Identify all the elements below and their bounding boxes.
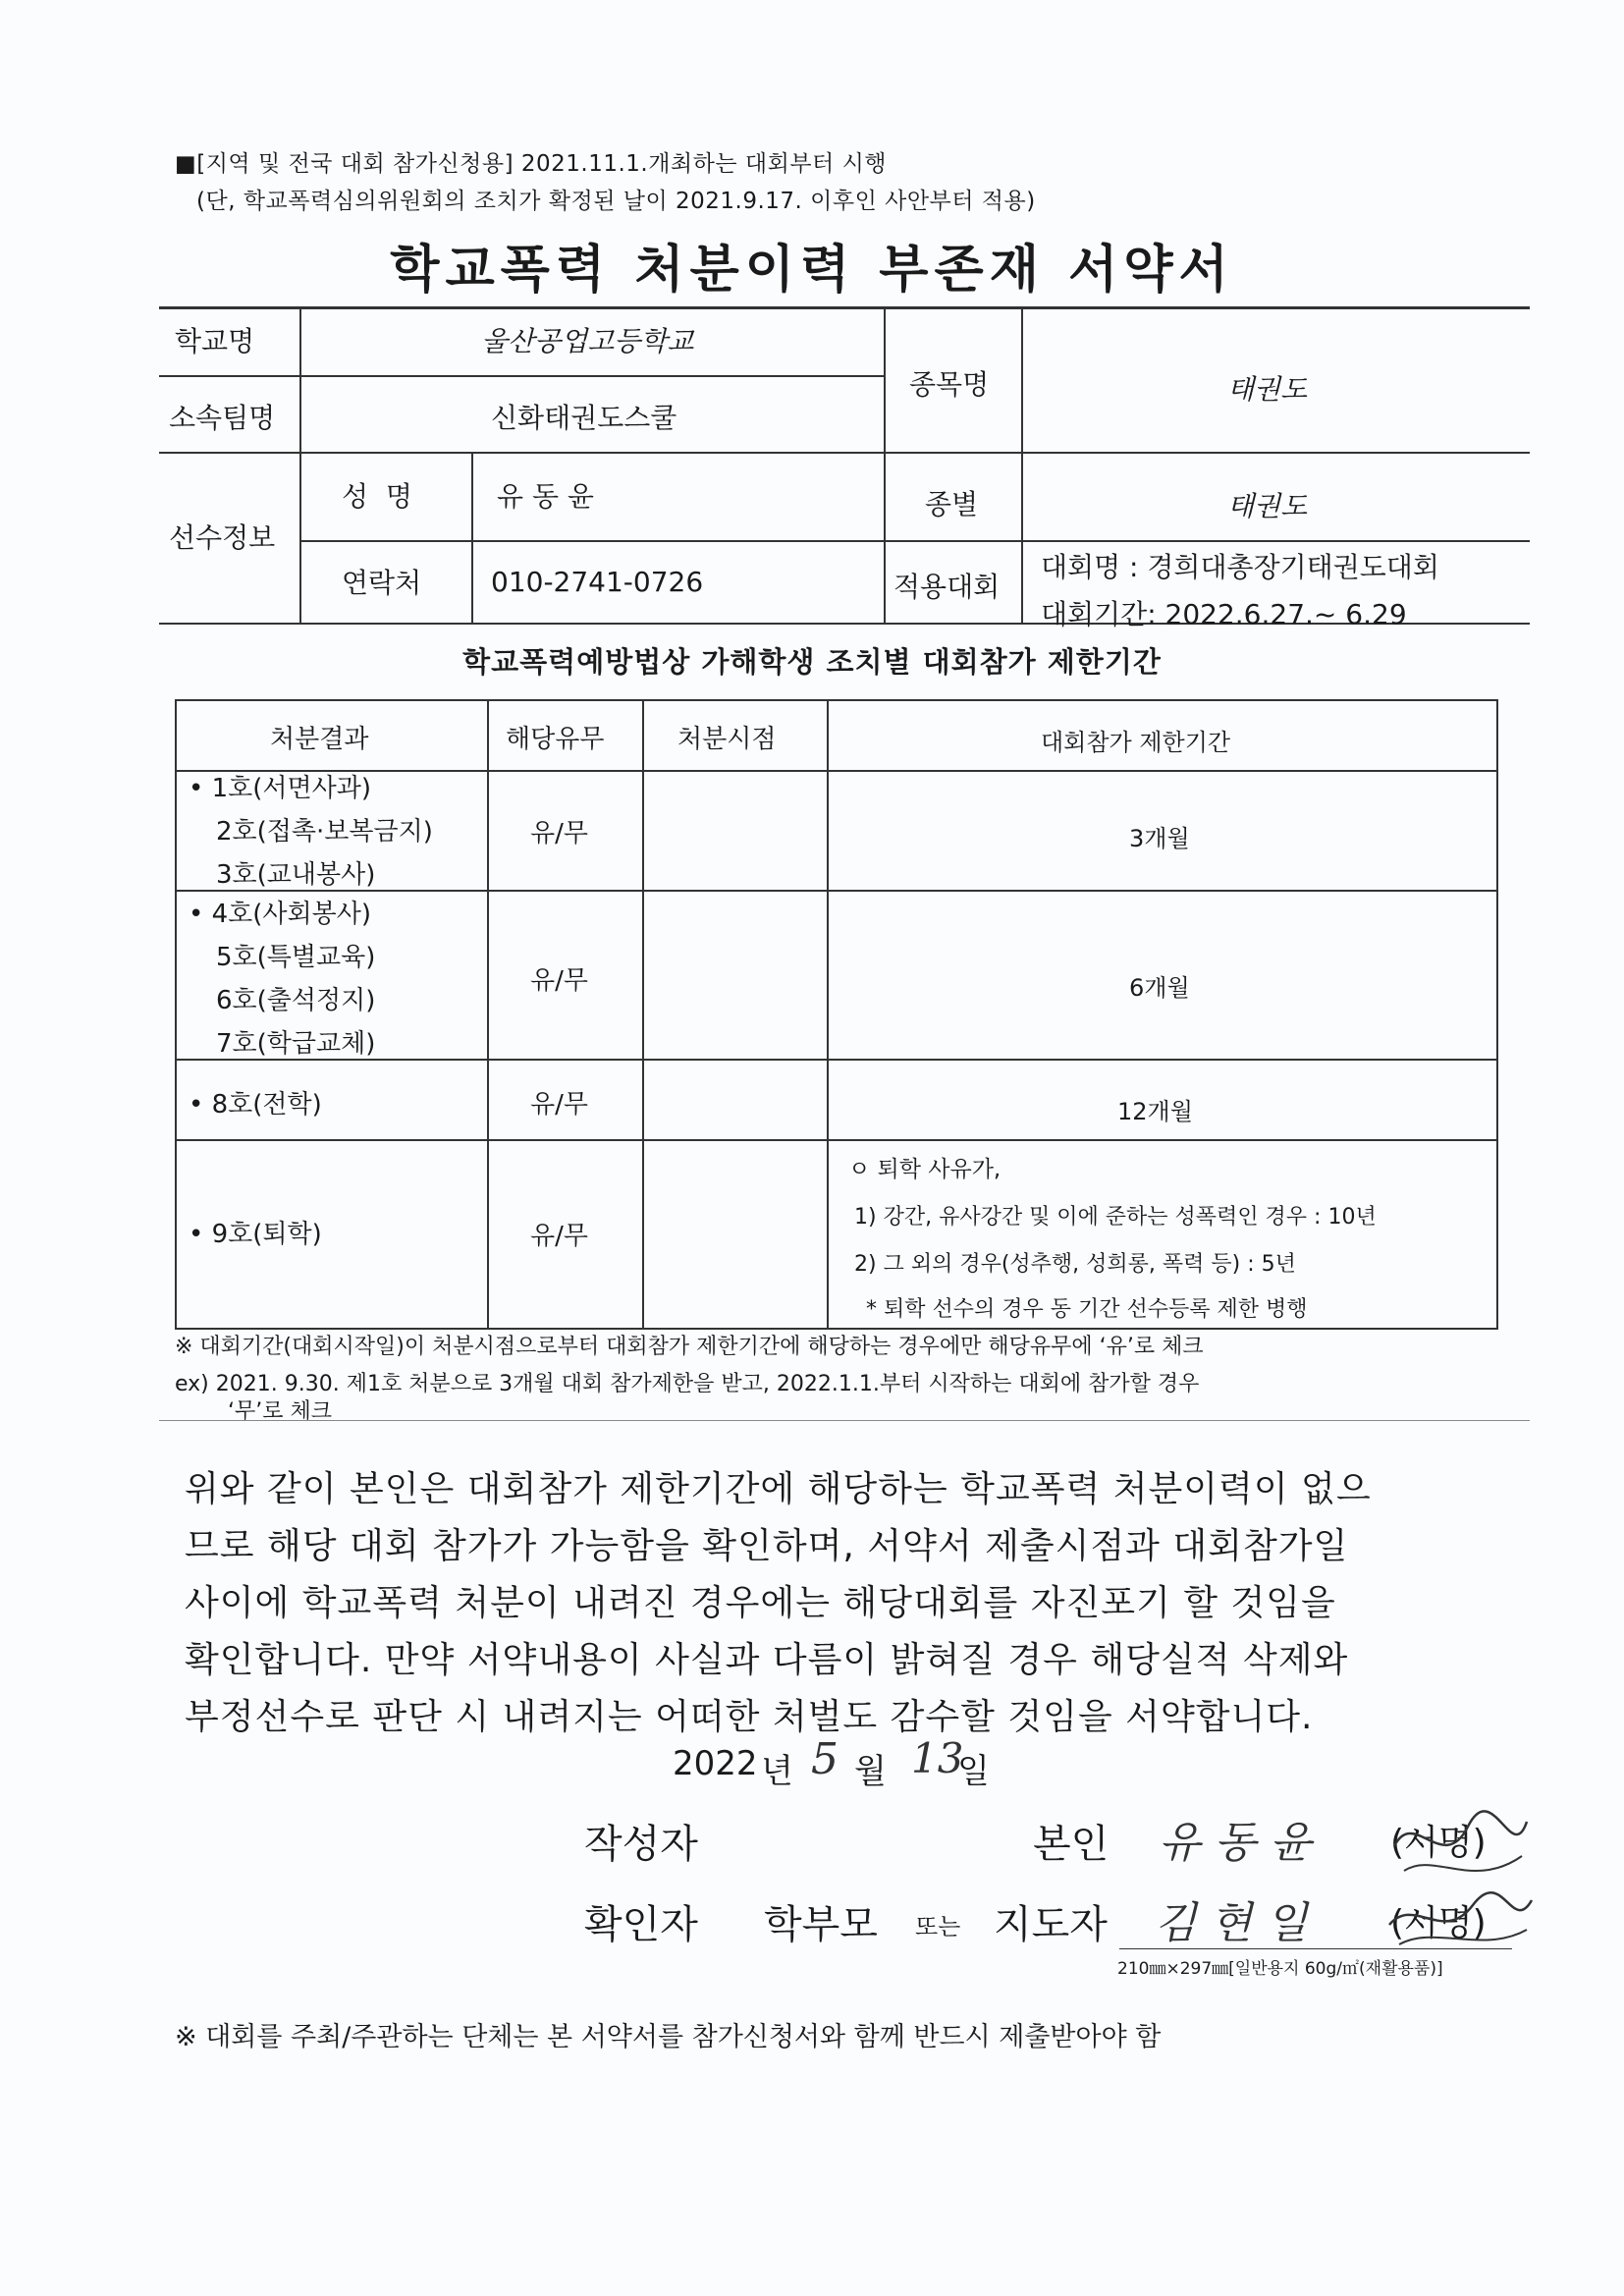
header-applicable: 해당유무 <box>506 725 605 754</box>
row4-period-line-2: 1) 강간, 유사강간 및 이에 준하는 성폭력인 경우 : 10년 <box>854 1205 1377 1230</box>
sign-mark-1: (서명) <box>1390 1823 1487 1863</box>
team-label: 소속팀명 <box>169 402 276 434</box>
date-year: 2022 <box>673 1744 758 1783</box>
pledge-line-4: 확인합니다. 만약 서약내용이 사실과 다름이 밝혀질 경우 해당실적 삭제와 <box>185 1640 1349 1680</box>
row4-period-line-4: * 퇴학 선수의 경우 동 기간 선수등록 제한 병행 <box>866 1297 1308 1322</box>
event-value: 태권도 <box>1227 373 1308 406</box>
school-value: 울산공업고등학교 <box>481 325 694 357</box>
category-value: 태권도 <box>1227 490 1308 522</box>
row1-item-1: • 1호(서면사과) <box>189 774 372 803</box>
name-value: 유 동 윤 <box>497 480 594 513</box>
row3-period: 12개월 <box>1117 1098 1193 1125</box>
competition-name: 대회명 : 경희대총장기태권도대회 <box>1041 551 1439 583</box>
parent-label: 학부모 <box>764 1902 878 1947</box>
date-day-suffix: 일 <box>957 1752 990 1791</box>
self-label: 본인 <box>1033 1822 1110 1867</box>
note-1: ※ 대회기간(대회시작일)이 처분시점으로부터 대회참가 제한기간에 해당하는 경우에만 해당유무에 ‘유’로 체크 <box>175 1335 1204 1359</box>
player-info-label: 선수정보 <box>169 521 276 554</box>
row3-item-1: • 8호(전학) <box>189 1090 322 1120</box>
row2-item-3: 6호(출석정지) <box>216 986 376 1015</box>
pledge-line-3: 사이에 학교폭력 처분이 내려진 경우에는 해당대회를 자진포기 할 것임을 <box>185 1583 1336 1623</box>
footer-note: ※ 대회를 주최/주관하는 단체는 본 서약서를 참가신청서와 함께 반드시 제출받아야 함 <box>175 2022 1162 2052</box>
sign-mark-2: (서명) <box>1390 1903 1487 1943</box>
header-time: 처분시점 <box>677 725 777 754</box>
row4-period-line-3: 2) 그 외의 경우(성추행, 성희롱, 폭력 등) : 5년 <box>854 1252 1296 1277</box>
sanction-table <box>175 699 1498 1330</box>
row3-yn: 유/무 <box>530 1090 588 1120</box>
school-label: 학교명 <box>175 325 255 357</box>
self-name: 유 동 윤 <box>1159 1818 1312 1868</box>
contact-label: 연락처 <box>342 567 422 599</box>
competition-period: 대회기간: 2022.6.27.~ 6.29 <box>1041 598 1407 630</box>
header-limit: 대회참가 제한기간 <box>1041 729 1231 756</box>
row4-yn: 유/무 <box>530 1222 588 1251</box>
contact-value: 010-2741-0726 <box>491 566 704 598</box>
table-title: 학교폭력예방법상 가해학생 조치별 대회참가 제한기간 <box>462 645 1162 679</box>
paper-spec: 210㎜×297㎜[일반용지 60g/㎡(재활용품)] <box>1117 1959 1443 1979</box>
coach-name: 김 현 일 <box>1155 1898 1308 1948</box>
note-2: ex) 2021. 9.30. 제1호 처분으로 3개월 대회 참가제한을 받고, 2022.1.1.부터 시작하는 대회에 참가할 경우 <box>175 1372 1200 1396</box>
row2-yn: 유/무 <box>530 966 588 996</box>
confirmer-label: 확인자 <box>584 1902 698 1947</box>
row2-period: 6개월 <box>1129 974 1190 1002</box>
header-line-2: (단, 학교폭력심의위원회의 조치가 확정된 날이 2021.9.17. 이후인 사안부터 적용) <box>196 189 1036 214</box>
row2-item-4: 7호(학급교체) <box>216 1029 376 1059</box>
row2-item-1: • 4호(사회봉사) <box>189 900 372 929</box>
row1-item-2: 2호(접촉·보복금지) <box>216 817 433 847</box>
row4-period-line-1: ㅇ 퇴학 사유가, <box>848 1157 1001 1182</box>
name-label: 성 명 <box>342 480 412 513</box>
pledge-line-5: 부정선수로 판단 시 내려지는 어떠한 처벌도 감수할 것임을 서약합니다. <box>185 1697 1314 1737</box>
pledge-line-1: 위와 같이 본인은 대회참가 제한기간에 해당하는 학교폭력 처분이력이 없으 <box>185 1469 1372 1509</box>
header-result: 처분결과 <box>270 725 369 754</box>
date-day: 13 <box>911 1734 964 1782</box>
row2-item-2: 5호(특별교육) <box>216 943 376 972</box>
row1-period: 3개월 <box>1129 825 1190 852</box>
row1-yn: 유/무 <box>530 819 588 848</box>
date-year-suffix: 년 <box>761 1752 793 1791</box>
competition-label: 적용대회 <box>893 571 1001 603</box>
document-title: 학교폭력 처분이력 부존재 서약서 <box>390 241 1234 300</box>
row1-item-3: 3호(교내봉사) <box>216 860 376 890</box>
event-label: 종목명 <box>909 368 990 401</box>
team-value: 신화태권도스쿨 <box>491 402 677 434</box>
coach-label: 지도자 <box>994 1902 1108 1947</box>
header-line-1: ■[지역 및 전국 대회 참가신청용] 2021.11.1.개최하는 대회부터 시행 <box>175 151 888 177</box>
date-month: 5 <box>811 1734 839 1784</box>
handwritten-signature <box>1375 1797 1542 1954</box>
pledge-line-2: 므로 해당 대회 참가가 가능함을 확인하며, 서약서 제출시점과 대회참가일 <box>185 1526 1349 1566</box>
note-3: ‘무’로 체크 <box>228 1399 332 1424</box>
or-label: 또는 <box>915 1913 961 1941</box>
row4-item-1: • 9호(퇴학) <box>189 1220 322 1249</box>
date-month-suffix: 월 <box>854 1752 887 1791</box>
category-label: 종별 <box>925 488 979 520</box>
writer-label: 작성자 <box>584 1822 698 1867</box>
